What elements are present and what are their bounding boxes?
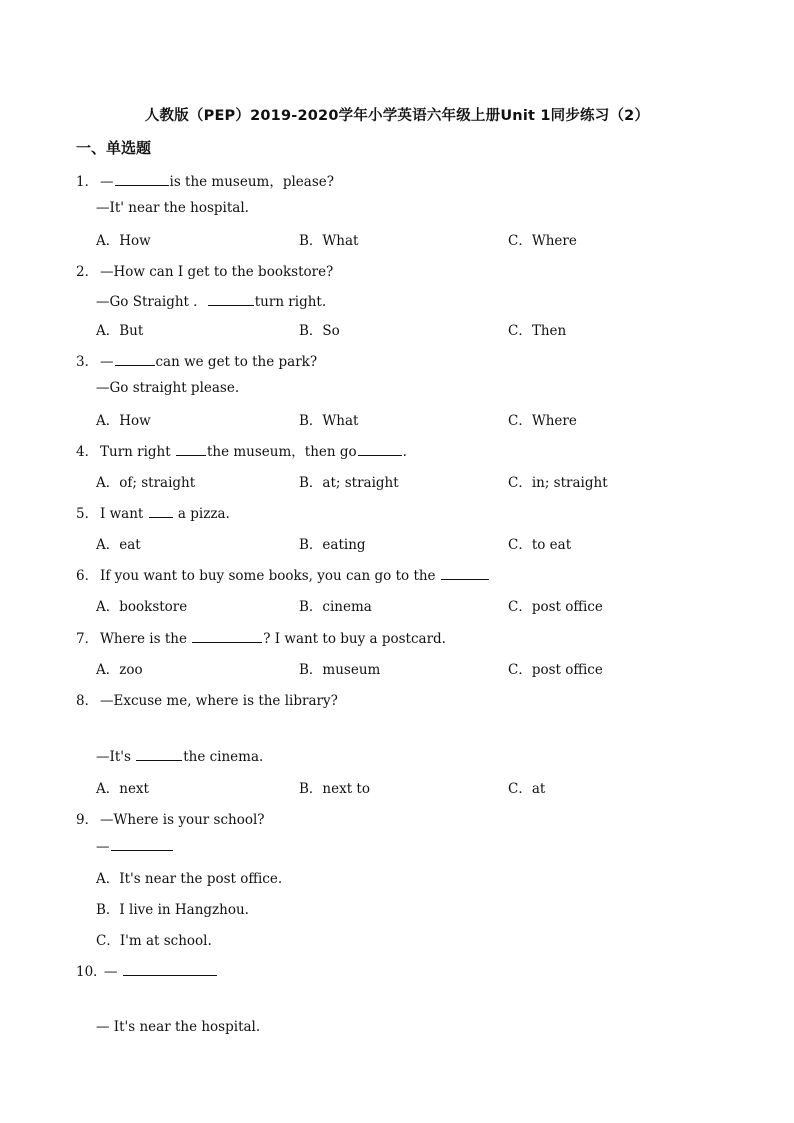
option-b: B．I live in Hangzhou. (96, 902, 249, 918)
answer-blank (123, 963, 217, 976)
option-b: B．What (299, 413, 359, 429)
question-6: 6． If you want to buy some books, you can go to the (76, 564, 490, 584)
question-4: 4． Turn right the museum，then go . (76, 440, 407, 460)
option-b: B．What (299, 233, 359, 249)
option-b: B．next to (299, 781, 370, 797)
option-c: C．in; straight (508, 475, 608, 491)
question-9: 9． —Where is your school? (76, 808, 265, 828)
question-number: 4． (76, 444, 99, 460)
option-a: A．It's near the post office. (96, 871, 283, 887)
question-1: 1． — is the museum，please? (76, 170, 334, 190)
answer-blank (358, 443, 402, 456)
question-number: 9． (76, 812, 99, 828)
option-a: A．How (96, 233, 151, 249)
option-c: C．post office (508, 599, 603, 615)
question-number: 2． (76, 264, 99, 280)
question-number: 3． (76, 354, 99, 370)
question-3-reply: —Go straight please. (96, 380, 240, 396)
option-a: A．bookstore (96, 599, 188, 615)
answer-blank (136, 748, 182, 761)
question-number: 6． (76, 568, 99, 584)
option-a: A．How (96, 413, 151, 429)
option-c: C．at (508, 781, 546, 797)
question-9-reply: — (96, 838, 174, 855)
answer-blank (111, 838, 173, 851)
question-8: 8． —Excuse me, where is the library? (76, 689, 338, 709)
question-8-reply: —It's the cinema. (96, 749, 264, 765)
question-number: 10． (76, 964, 107, 980)
option-c: C．to eat (508, 537, 572, 553)
question-3: 3． — can we get to the park? (76, 350, 317, 370)
section-heading: 一、单选题 (76, 139, 152, 157)
answer-blank (441, 567, 489, 580)
option-b: B．cinema (299, 599, 372, 615)
answer-blank (176, 443, 206, 456)
option-c: C．post office (508, 662, 603, 678)
question-10-reply: — It's near the hospital. (96, 1019, 261, 1035)
answer-blank (149, 505, 173, 518)
question-2-reply: —Go Straight ． turn right. (96, 294, 327, 310)
option-c: C．Where (508, 413, 577, 429)
option-b: B．museum (299, 662, 381, 678)
page-title: 人教版（PEP）2019-2020学年小学英语六年级上册Unit 1同步练习（2） (144, 108, 650, 124)
question-number: 1． (76, 174, 99, 190)
option-c: C．Then (508, 323, 567, 339)
option-b: B．So (299, 323, 340, 339)
option-c: C．Where (508, 233, 577, 249)
question-7: 7． Where is the ? I want to buy a postcard. (76, 627, 446, 647)
option-a: A．eat (96, 537, 141, 553)
question-1-reply: —It' near the hospital. (96, 200, 249, 216)
option-b: B．at; straight (299, 475, 399, 491)
question-number: 8． (76, 693, 99, 709)
option-a: A．next (96, 781, 149, 797)
question-2: 2． —How can I get to the bookstore? (76, 260, 333, 280)
option-b: B．eating (299, 537, 366, 553)
option-a: A．But (96, 323, 144, 339)
question-10: 10．— (76, 960, 218, 980)
question-number: 7． (76, 631, 99, 647)
question-5: 5． I want a pizza. (76, 502, 230, 522)
option-c: C．I'm at school. (96, 933, 212, 949)
option-a: A．zoo (96, 662, 143, 678)
option-a: A．of; straight (96, 475, 196, 491)
answer-blank (115, 173, 169, 186)
answer-blank (115, 353, 155, 366)
question-number: 5． (76, 506, 99, 522)
answer-blank (192, 630, 262, 643)
answer-blank (208, 293, 254, 306)
